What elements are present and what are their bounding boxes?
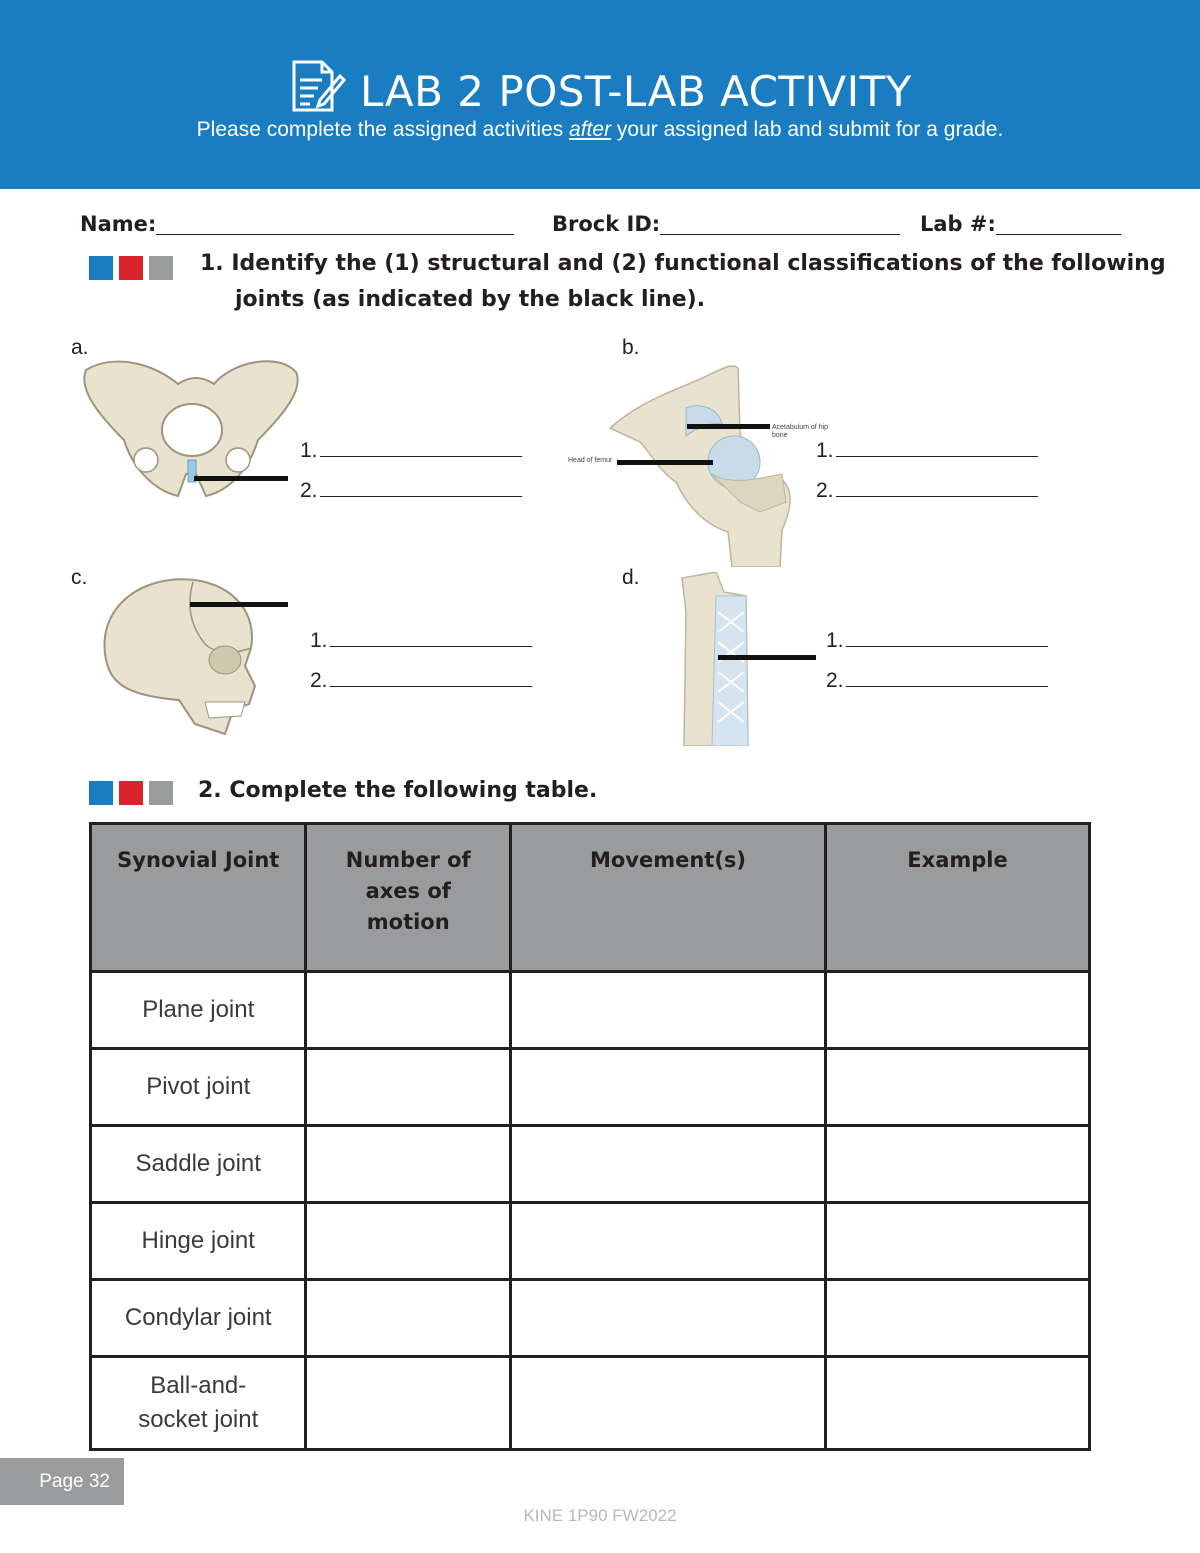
figure-b-pointer-line-lower [617, 460, 713, 465]
lab-number-blank[interactable] [996, 212, 1121, 235]
axes-cell[interactable] [306, 1126, 511, 1203]
subtitle-emphasis: after [569, 118, 612, 141]
table-row [91, 1049, 1090, 1126]
figure-a-label: a. [71, 336, 89, 359]
example-cell[interactable] [826, 1049, 1090, 1126]
joint-name-cell: Pivot joint [91, 1049, 306, 1126]
table-row [91, 972, 1090, 1049]
question-2-number: 2. [198, 778, 222, 803]
axes-cell[interactable] [306, 1203, 511, 1280]
question-2-text: 2. Complete the following table. [198, 778, 598, 803]
question-2-marker [89, 781, 179, 810]
movements-cell[interactable] [511, 1203, 826, 1280]
figure-d-answer-1[interactable]: 1. [826, 628, 1048, 653]
blue-square [89, 256, 113, 280]
example-cell[interactable] [826, 1203, 1090, 1280]
example-cell[interactable] [826, 1357, 1090, 1450]
red-square [119, 781, 143, 805]
figure-b-answer-2[interactable]: 2. [816, 478, 1038, 503]
figure-b-callout-head-of-femur: Head of femur [568, 457, 613, 464]
figure-b-answer-1[interactable]: 1. [816, 438, 1038, 463]
page-number-tab: Page 32 [0, 1458, 124, 1505]
pelvis-illustration [82, 356, 302, 504]
name-label: Name: [80, 212, 157, 236]
header-banner [0, 0, 1200, 189]
figure-d-label: d. [622, 566, 640, 589]
figure-a-pointer-line [194, 476, 288, 481]
figure-b-callout-acetabulum: Acetabulum of hip bone [772, 424, 829, 439]
figure-d-pointer-line [718, 655, 816, 660]
gray-square [149, 256, 173, 280]
movements-cell[interactable] [511, 1357, 826, 1450]
header-example: Example [826, 824, 1090, 972]
axes-cell[interactable] [306, 1357, 511, 1450]
page-subtitle: Please complete the assigned activities after your assigned lab and submit for a grade. [196, 118, 1004, 141]
header-number-of-axes: Number of axes of motion [306, 824, 511, 972]
figure-c-answer-1[interactable]: 1. [310, 628, 532, 653]
question-1-text: 1. Identify the (1) structural and (2) functional classifications of the following joints (as indicated by the black line). [200, 251, 1166, 312]
table-row [91, 1126, 1090, 1203]
blue-square [89, 781, 113, 805]
question-1-marker [89, 256, 179, 285]
gray-square [149, 781, 173, 805]
course-footer: KINE 1P90 FW2022 [523, 1506, 677, 1525]
question-1-number: 1. [200, 251, 224, 276]
axes-cell[interactable] [306, 972, 511, 1049]
lab-number-field[interactable] [920, 212, 1121, 236]
joint-name-cell: Ball-and-socket joint [91, 1357, 306, 1450]
table-header-row [91, 824, 1090, 972]
example-cell[interactable] [826, 1126, 1090, 1203]
figure-c-answer-2[interactable]: 2. [310, 668, 532, 693]
figure-b-pointer-line-upper [687, 424, 770, 429]
figure-a-answer-1[interactable]: 1. [300, 438, 522, 463]
page-title [0, 58, 1200, 124]
brock-id-blank[interactable] [660, 212, 900, 235]
student-info-row [80, 212, 1125, 242]
joint-name-cell: Saddle joint [91, 1126, 306, 1203]
figure-a-answer-2[interactable]: 2. [300, 478, 522, 503]
synovial-joint-table [89, 822, 1091, 1451]
axes-cell[interactable] [306, 1280, 511, 1357]
joint-name-cell: Condylar joint [91, 1280, 306, 1357]
table-row [91, 1280, 1090, 1357]
header-movements: Movement(s) [511, 824, 826, 972]
axes-cell[interactable] [306, 1049, 511, 1126]
movements-cell[interactable] [511, 972, 826, 1049]
page-title-text: LAB 2 POST-LAB ACTIVITY [360, 67, 912, 116]
figure-c-pointer-line [190, 602, 288, 607]
name-field[interactable] [80, 212, 514, 236]
movements-cell[interactable] [511, 1049, 826, 1126]
skull-illustration [95, 574, 259, 738]
figure-d-answer-2[interactable]: 2. [826, 668, 1048, 693]
example-cell[interactable] [826, 972, 1090, 1049]
lab-number-label: Lab #: [920, 212, 996, 236]
joint-name-cell: Plane joint [91, 972, 306, 1049]
figure-c-label: c. [71, 566, 88, 589]
table-row [91, 1203, 1090, 1280]
red-square [119, 256, 143, 280]
joint-name-cell: Hinge joint [91, 1203, 306, 1280]
figure-b-label: b. [622, 336, 640, 359]
movements-cell[interactable] [511, 1280, 826, 1357]
name-blank[interactable] [156, 212, 514, 235]
brock-id-field[interactable] [552, 212, 900, 236]
brock-id-label: Brock ID: [552, 212, 661, 236]
document-edit-icon [288, 58, 346, 124]
header-synovial-joint: Synovial Joint [91, 824, 306, 972]
table-row [91, 1357, 1090, 1450]
movements-cell[interactable] [511, 1126, 826, 1203]
example-cell[interactable] [826, 1280, 1090, 1357]
